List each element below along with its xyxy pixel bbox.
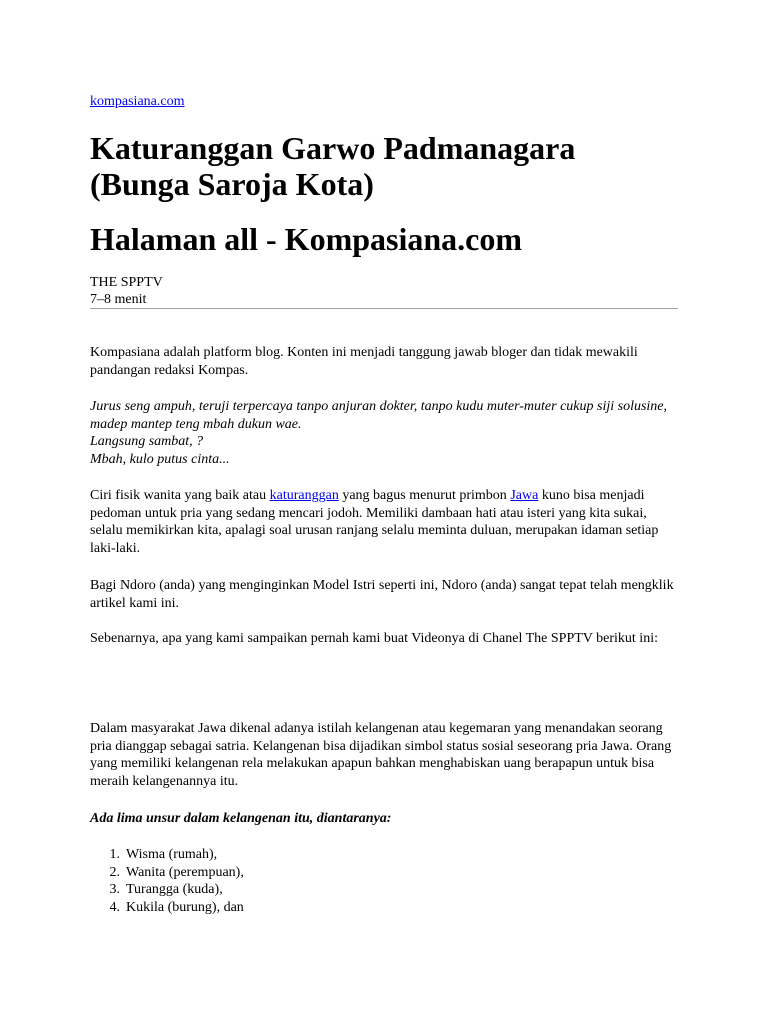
list-heading-block (90, 810, 680, 828)
quote-block (90, 398, 680, 468)
quote-line-1: Jurus seng ampuh, teruji terpercaya tanpo anjuran dokter, tanpo kudu muter-muter cukup siji solusine, madep mantep teng mbah dukun wae. (90, 399, 668, 432)
kelangenan-list-block (102, 846, 692, 916)
list-item (102, 881, 692, 899)
quote-line-3: Mbah, kulo putus cinta... (90, 451, 230, 467)
author-name: THE SPPTV (90, 275, 163, 290)
list-item (102, 899, 692, 917)
katuranggan-link[interactable]: katuranggan (269, 488, 339, 503)
list-item-text: Turangga (kuda), (126, 882, 223, 898)
quote-line-2: Langsung sambat, ? (90, 434, 204, 450)
list-item-number: 3 . (102, 881, 120, 899)
list-item-text: Wanita (perempuan), (126, 864, 244, 880)
kelangenan-list (102, 846, 692, 916)
header-divider (90, 308, 678, 309)
paragraph-1-part-c: kuno bisa menjadi pedoman untuk pria yang sedang mencari jodoh. Memiliki dambaan hati atau isteri yang kita sukai, selalu memikirkan kita, apalagi soal urusan ranjang selalu meminta duluan, merupakan idaman setiap laki-laki. (90, 488, 659, 556)
paragraph-3-text: Sebenarnya, apa yang kami sampaikan pernah kami buat Videonya di Chanel The SPPTV berikut ini: (90, 631, 658, 646)
article-title: Katuranggan Garwo Padmanagara (Bunga Saroja Kota) (90, 130, 576, 202)
list-item-number: 2 . (102, 864, 120, 882)
paragraph-4-text: Dalam masyarakat Jawa dikenal adanya istilah kelangenan atau kegemaran yang menandakan seorang pria dianggap sebagai satria. Kelangenan bisa dijadikan simbol status sosial seseorang pria Jawa. Orang yang memiliki kelangenan rela melakukan apapun bahkan menghabiskan uang berapapun untuk bisa meraih kelangenannya itu. (90, 721, 672, 789)
list-item-text: Wisma (rumah), (126, 847, 218, 862)
disclaimer-text: Kompasiana adalah platform blog. Konten ini menjadi tanggung jawab bloger dan tidak mewakili pandangan redaksi Kompas. (90, 345, 638, 378)
article-meta (90, 274, 163, 308)
article-subtitle: Halaman all - Kompasiana.com (90, 221, 523, 257)
list-item (102, 846, 692, 864)
paragraph-1-part-b: yang bagus menurut primbon (338, 488, 511, 503)
list-item-number: 1 . (102, 846, 120, 864)
disclaimer-block (90, 344, 680, 379)
list-item-number: 4 . (102, 899, 120, 917)
paragraph-4 (90, 720, 680, 790)
paragraph-1-part-a: Ciri fisik wanita yang baik atau (90, 488, 270, 503)
read-time: 7–8 menit (90, 292, 147, 307)
jawa-link[interactable]: Jawa (510, 488, 539, 503)
paragraph-3 (90, 630, 680, 648)
list-heading: Ada lima unsur dalam kelangenan itu, diantaranya: (90, 811, 392, 826)
list-item-text: Kukila (burung), dan (126, 899, 244, 915)
source-link[interactable]: kompasiana.com (90, 94, 185, 109)
paragraph-2-text: Bagi Ndoro (anda) yang menginginkan Model Istri seperti ini, Ndoro (anda) sangat tepat telah mengklik artikel kami ini. (90, 578, 674, 611)
paragraph-2 (90, 577, 680, 612)
list-item (102, 864, 692, 882)
paragraph-1-text (90, 487, 680, 557)
paragraph-1 (90, 487, 680, 557)
